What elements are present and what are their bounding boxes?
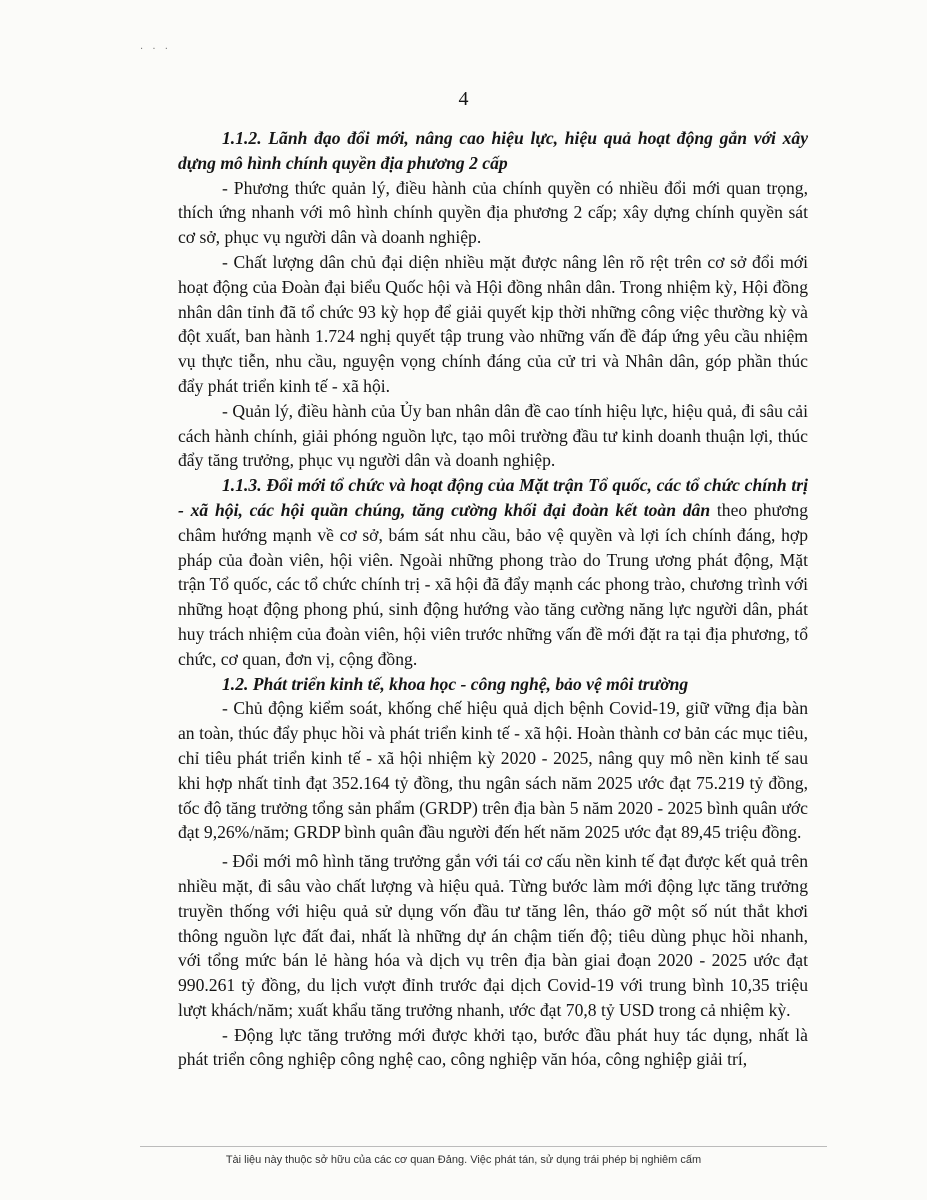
footer-notice: Tài liệu này thuộc sở hữu của các cơ quan Đảng. Việc phát tán, sử dụng trái phép bị nghiêm cấm	[225, 1154, 702, 1166]
footer-divider	[140, 1146, 827, 1147]
paragraph-6: - Đổi mới mô hình tăng trưởng gắn với tái cơ cấu nền kinh tế đạt được kết quả trên nhiều mặt, đi sâu vào chất lượng và hiệu quả. Từng bước làm mới động lực tăng trưởng truyền thống với hiệu quả sử dụng vốn đầu tư tăng lên, tháo gỡ một số nút thắt khơi thông nguồn lực đất đai, nhất là những dự án chậm tiến độ; tiêu dùng phục hồi nhanh, với tổng mức bán lẻ hàng hóa và dịch vụ trên địa bàn giai đoạn 2020 - 2025 ước đạt 990.261 tỷ đồng, du lịch vượt đỉnh trước đại dịch Covid-19 với trung bình 10,35 triệu lượt khách/năm; xuất khẩu tăng trưởng nhanh, ước đạt 70,8 tỷ USD trong cả nhiệm kỳ.	[178, 851, 808, 1020]
paragraph-4	[178, 473, 808, 671]
paragraph-4-text: theo phương châm hướng mạnh về cơ sở, bám sát nhu cầu, bảo vệ quyền và lợi ích chính đáng, hợp pháp của đoàn viên, hội viên. Ngoài những phong trào do Trung ương phát động, Mặt trận Tổ quốc, các tổ chức chính trị - xã hội đã đẩy mạnh các phong trào, chương trình với những hoạt động phong phú, sinh động hướng vào tăng cường năng lực người dân, phát huy trách nhiệm của đoàn viên, hội viên trước những vấn đề mới đặt ra tại địa phương, tổ chức, cơ quan, đơn vị, cộng đồng.	[178, 499, 808, 669]
page-number: 4	[458, 88, 469, 110]
section-heading-1-1-2: 1.1.2. Lãnh đạo đổi mới, nâng cao hiệu lực, hiệu quả hoạt động gắn với xây dựng mô hình chính quyền địa phương 2 cấp	[178, 128, 808, 173]
paragraph-2: - Chất lượng dân chủ đại diện nhiều mặt được nâng lên rõ rệt trên cơ sở đổi mới hoạt động của Đoàn đại biểu Quốc hội và Hội đồng nhân dân. Trong nhiệm kỳ, Hội đồng nhân dân tỉnh đã tổ chức 93 kỳ họp để giải quyết kịp thời những công việc thường kỳ và đột xuất, ban hành 1.724 nghị quyết tập trung vào những vấn đề đáp ứng yêu cầu nhiệm vụ thực tiễn, nhu cầu, nguyện vọng chính đáng của cử tri và Nhân dân, góp phần thúc đẩy phát triển kinh tế - xã hội.	[178, 251, 808, 396]
section-heading-1-2: 1.2. Phát triển kinh tế, khoa học - công nghệ, bảo vệ môi trường	[222, 673, 689, 694]
corner-marks: · · ·	[140, 44, 171, 55]
paragraph-7: - Động lực tăng trưởng mới được khởi tạo, bước đầu phát huy tác dụng, nhất là phát triển công nghiệp công nghệ cao, công nghiệp văn hóa, công nghiệp giải trí,	[178, 1024, 808, 1070]
section-heading-1-1-3: 1.1.3. Đổi mới tổ chức và hoạt động của Mặt trận Tổ quốc, các tổ chức chính trị - xã hội, các hội quần chúng, tăng cường khối đại đoàn kết toàn dân	[178, 475, 808, 520]
paragraph-1: - Phương thức quản lý, điều hành của chính quyền có nhiều đổi mới quan trọng, thích ứng nhanh với mô hình chính quyền địa phương 2 cấp; xây dựng chính quyền sát cơ sở, phục vụ người dân và doanh nghiệp.	[178, 177, 808, 248]
document-body	[178, 126, 808, 1072]
paragraph-5: - Chủ động kiểm soát, khống chế hiệu quả dịch bệnh Covid-19, giữ vững địa bàn an toàn, thúc đẩy phục hồi và phát triển kinh tế - xã hội. Hoàn thành cơ bản các mục tiêu, chỉ tiêu phát triển kinh tế - xã hội nhiệm kỳ 2020 - 2025, nâng quy mô nền kinh tế sau khi hợp nhất tỉnh đạt 352.164 tỷ đồng, thu ngân sách năm 2025 ước đạt 75.219 tỷ đồng, tốc độ tăng trưởng tổng sản phẩm (GRDP) trên địa bàn 5 năm 2020 - 2025 bình quân ước đạt 9,26%/năm; GRDP bình quân đầu người đến hết năm 2025 ước đạt 89,45 triệu đồng.	[178, 698, 808, 843]
paragraph-3: - Quản lý, điều hành của Ủy ban nhân dân đề cao tính hiệu lực, hiệu quả, đi sâu cải cách hành chính, giải phóng nguồn lực, tạo môi trường đầu tư kinh doanh thuận lợi, thúc đẩy tăng trưởng, phục vụ người dân và doanh nghiệp.	[178, 400, 808, 471]
